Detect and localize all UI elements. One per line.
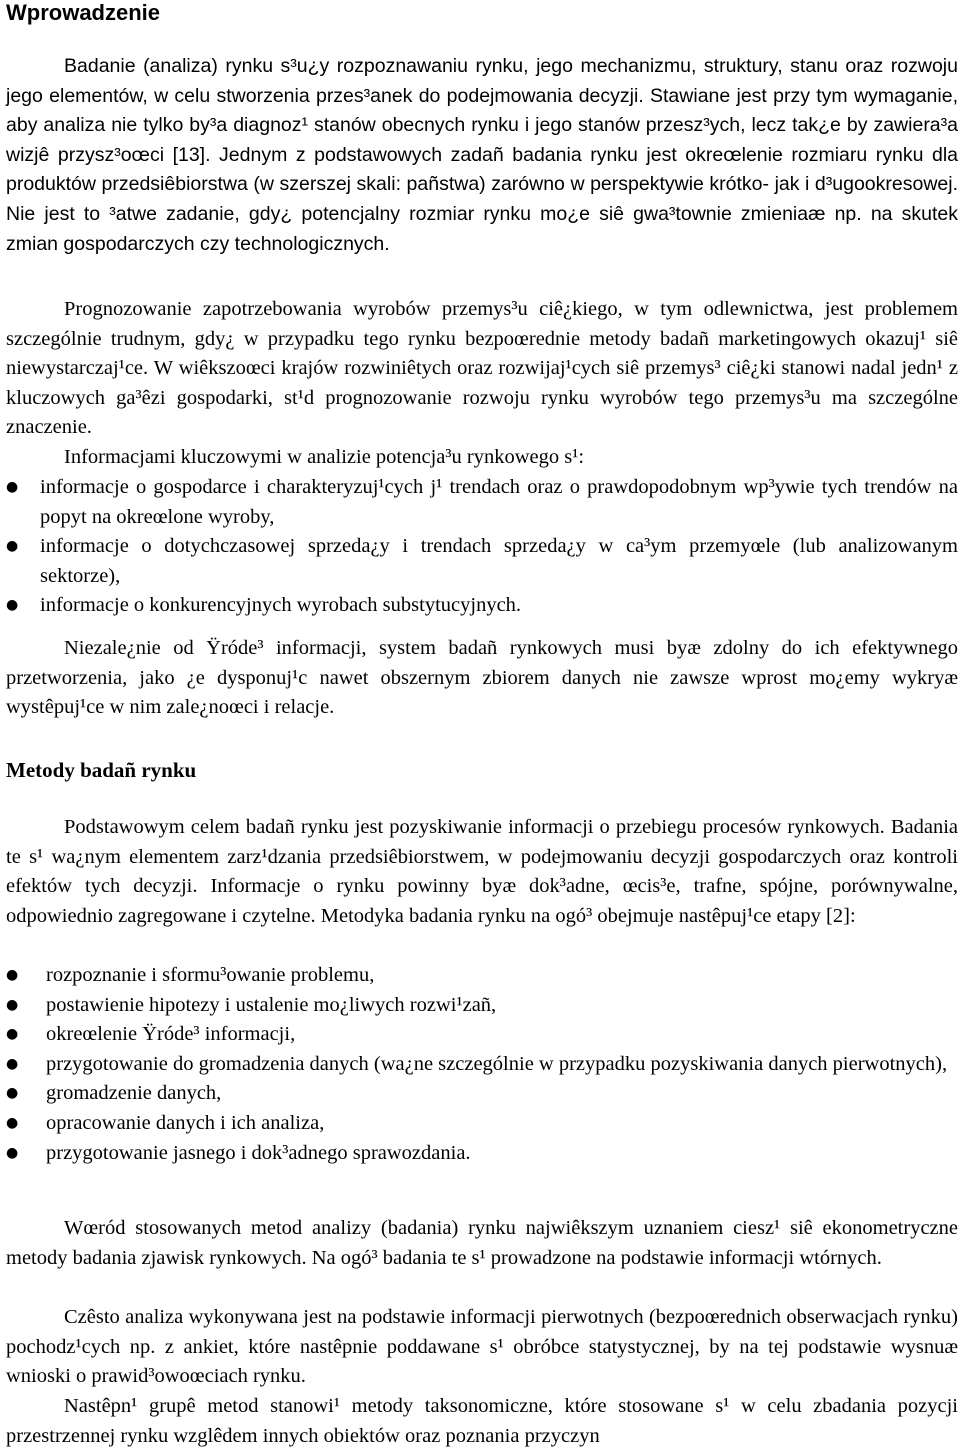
list-item: ● opracowanie danych i ich analiza,: [6, 1109, 958, 1139]
bullet-icon: ●: [6, 967, 19, 983]
section-heading: Metody badañ rynku: [6, 758, 197, 782]
section-paragraph-3: Czêsto analiza wykonywana jest na podstawie informacji pierwotnych (bezpoœrednich obserwacjach rynku) pochodz¹cych np. z ankiet, które nastêpnie poddawane s¹ obróbce statystycznej, by na tej podstawie wysnuæ wnioski o prawid³owoœciach rynku.: [6, 1306, 958, 1388]
key-information-list: [6, 473, 958, 621]
list-item: ● rozpoznanie i sformu³owanie problemu,: [6, 961, 958, 991]
list-item: ● okreœlenie Ÿróde³ informacji,: [6, 1020, 958, 1050]
list-item: ● informacje o gospodarce i charakteryzuj¹cych j¹ trendach oraz o prawdopodobnym wp³ywie tych trendów na popyt na okreœlone wyroby,: [6, 473, 958, 532]
bullet-icon: ●: [6, 479, 19, 495]
research-steps-list: [6, 961, 958, 1168]
bullet-icon: ●: [6, 1085, 19, 1102]
list-item: ● gromadzenie danych,: [6, 1079, 958, 1109]
list-item: ● informacje o konkurencyjnych wyrobach substytucyjnych.: [6, 591, 958, 621]
bullet-icon: ●: [6, 996, 19, 1013]
bullet-icon: ●: [6, 1114, 19, 1131]
intro-paragraph-3: Informacjami kluczowymi w analizie potencja³u rynkowego s¹:: [64, 446, 585, 468]
section-paragraph-4: Nastêpn¹ grupê metod stanowi¹ metody taksonomiczne, które stosowane s¹ w celu zbadania pozycji przestrzennej rynku wzglêdem innych obiektów oraz poznania przyczyn: [6, 1395, 958, 1447]
list-item: ● przygotowanie jasnego i dok³adnego sprawozdania.: [6, 1139, 958, 1169]
intro-paragraph-1: Badanie (analiza) rynku s³u¿y rozpoznawaniu rynku, jego mechanizmu, struktury, stanu oraz rozwoju jego elementów, w celu stworzenia przes³anek do podejmowania decyzji. Stawiane jest przy tym wymaganie, aby analiza nie tylko by³a diagnoz¹ stanów obecnych rynku i jego stanów przesz³ych, lecz tak¿e by zawiera³a wizjê przysz³oœci [13]. Jednym z podstawowych zadañ badania rynku jest okreœlenie rozmiaru rynku dla produktów przedsiêbiorstwa (w szerszej skali: pañstwa) zarówno w perspektywie krótko- jak i d³ugookresowej. Nie jest to ³atwe zadanie, gdy¿ potencjalny rozmiar rynku mo¿e siê gwa³townie zmieniaæ np. na skutek zmian gospodarczych czy technologicznych.: [6, 55, 958, 255]
list-item: ● przygotowanie do gromadzenia danych (wa¿ne szczególnie w przypadku pozyskiwania danych pierwotnych),: [6, 1050, 958, 1080]
list-item: ● informacje o dotychczasowej sprzeda¿y i trendach sprzeda¿y w ca³ym przemyœle (lub analizowanym sektorze),: [6, 532, 958, 591]
bullet-icon: ●: [6, 538, 19, 555]
bullet-icon: ●: [6, 1055, 19, 1072]
bullet-icon: ●: [6, 597, 19, 614]
section-paragraph-1: Podstawowym celem badañ rynku jest pozyskiwanie informacji o przebiegu procesów rynkowych. Badania te s¹ wa¿nym elementem zarz¹dzania przedsiêbiorstwem, w podejmowaniu decyzji gospodarczych oraz kontroli efektów tych decyzji. Informacje o rynku powinny byæ dok³adne, œcis³e, trafne, spójne, porównywalne, odpowiednio zagregowane i czytelne. Metodyka badania rynku na ogó³ obejmuje nastêpuj¹ce etapy [2]:: [6, 816, 958, 927]
list-item: ● postawienie hipotezy i ustalenie mo¿liwych rozwi¹zañ,: [6, 991, 958, 1021]
bullet-icon: ●: [6, 1026, 19, 1043]
bullet-icon: ●: [6, 1144, 19, 1161]
page-title: Wprowadzenie: [6, 0, 161, 25]
section-paragraph-2: Wœród stosowanych metod analizy (badania) rynku najwiêkszym uznaniem ciesz¹ siê ekonometryczne metody badania zjawisk rynkowych. Na ogó³ badania te s¹ prowadzone na podstawie informacji wtórnych.: [6, 1217, 958, 1269]
intro-paragraph-2: Prognozowanie zapotrzebowania wyrobów przemys³u ciê¿kiego, w tym odlewnictwa, jest problemem szczególnie trudnym, gdy¿ w przypadku tego rynku bezpoœrednie metody badañ marketingowych okazuj¹ siê niewystarczaj¹ce. W wiêkszoœci krajów rozwiniêtych oraz rozwijaj¹cych siê przemys³ ciê¿ki stanowi nadal jedn¹ z kluczowych ga³êzi gospodarki, st¹d prognozowanie rozwoju rynku wyrobów tego przemys³u ma szczególne znaczenie.: [6, 298, 958, 439]
intro-paragraph-4: Niezale¿nie od Ÿróde³ informacji, system badañ rynkowych musi byæ zdolny do ich efektywnego przetworzenia, jako ¿e dysponuj¹c nawet obszernym zbiorem danych nie zawsze wprost mo¿emy wykryæ wystêpuj¹ce w nim zale¿noœci i relacje.: [6, 637, 958, 719]
